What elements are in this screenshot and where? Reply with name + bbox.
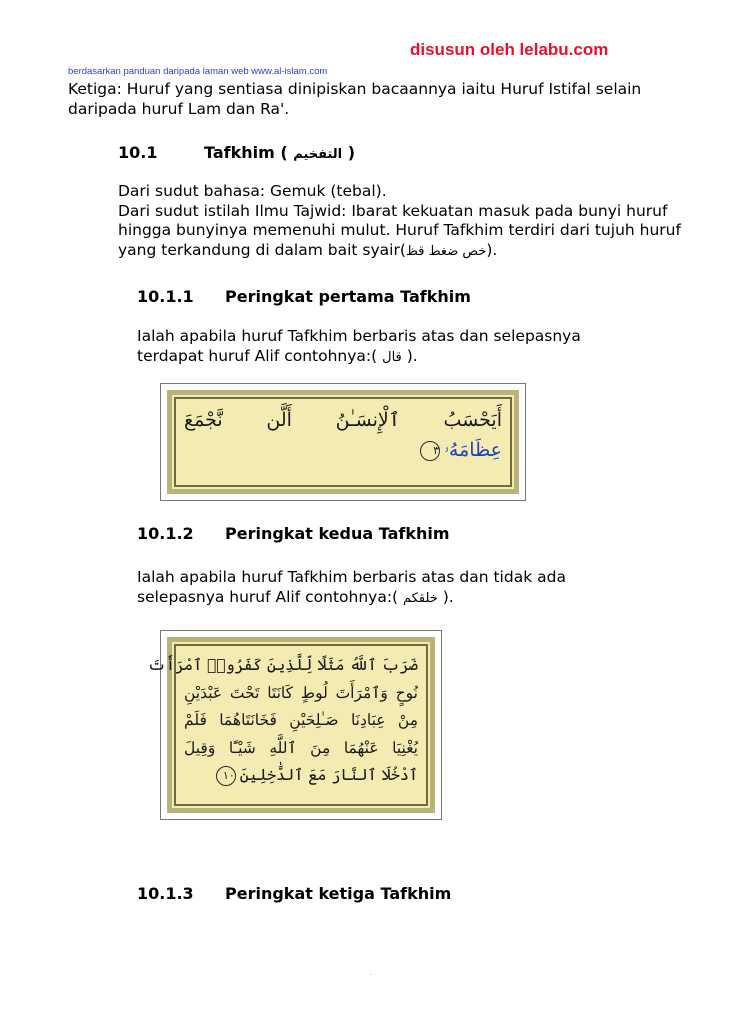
quran-line: أَيَحْسَبُ ٱلْإِنسَـٰنُ أَلَّن نَّجْمَعَ xyxy=(184,409,502,431)
arabic-example: قال xyxy=(382,349,402,365)
quran-line: عِظَامَهُۥ٣ xyxy=(184,435,502,465)
definition-istilah: Dari sudut istilah Ilmu Tajwid: Ibarat kekuatan masuk pada bunyi huruf hingga bunyinya memenuhi mulut. Huruf Tafkhim terdiri dari tujuh huruf yang terkandung di dalam bait syair(خص ضغط قظ). xyxy=(118,201,681,259)
quran-line: نُوحٍ وَٱمْرَأَتَ لُوطٍ كَانَتَا تَحْتَ عَبْدَيْنِ xyxy=(184,683,418,702)
heading-number: 10.1 xyxy=(118,143,158,162)
quran-line: ضَرَبَ ٱللَّهُ مَثَلًا لِّلَّذِينَ كَفَرُوا۟ ٱمْرَأَتَ xyxy=(147,656,418,674)
definition-bahasa: Dari sudut bahasa: Gemuk (tebal). xyxy=(118,182,387,200)
heading-10-1 xyxy=(118,143,356,162)
heading-number: 10.1.2 xyxy=(137,524,194,543)
heading-10-1-3 xyxy=(137,884,452,903)
heading-title: Peringkat kedua Tafkhim xyxy=(225,524,450,543)
arabic-term: التفخيم xyxy=(293,147,343,162)
heading-title: Peringkat ketiga Tafkhim xyxy=(225,884,452,903)
quran-verse-image xyxy=(160,383,526,501)
heading-title: Tafkhim ( التفخيم ) xyxy=(204,143,356,162)
ayah-number-mark: ٣ xyxy=(420,441,440,461)
quran-line: ٱدْخُلَا ٱلنَّارَ مَعَ ٱلدَّٰخِلِينَ١٠ xyxy=(184,762,418,790)
ayah-number-mark: ١٠ xyxy=(216,766,236,786)
heading-title: Peringkat pertama Tafkhim xyxy=(225,287,471,306)
quran-verse-frame xyxy=(167,390,519,494)
heading-10-1-1 xyxy=(137,287,471,306)
quran-verse-frame xyxy=(147,637,435,813)
heading-10-1-2 xyxy=(137,524,450,543)
heading-number: 10.1.3 xyxy=(137,884,194,903)
watermark: disusun oleh lelabu.com xyxy=(410,40,609,59)
quran-verse-image xyxy=(147,630,442,820)
quran-line: يُغْنِيَا عَنْهُمَا مِنَ ٱللَّهِ شَيْـًٔا وَقِيلَ xyxy=(184,738,418,757)
example-paragraph: Ialah apabila huruf Tafkhim berbaris atas dan tidak ada selepasnya huruf Alif contohnya:( خلقكم ). xyxy=(137,568,566,606)
quran-line: مِنْ عِبَادِنَا صَـٰلِحَيْنِ فَخَانَتَاهُمَا فَلَمْ xyxy=(184,711,418,729)
source-note: berdasarkan panduan daripada laman web www.al-islam.com xyxy=(68,66,328,77)
intro-paragraph: Ketiga: Huruf yang sentiasa dinipiskan bacaannya iaitu Huruf Istifal selain daripada huruf Lam dan Ra'. xyxy=(68,80,642,118)
arabic-letters: خص ضغط قظ xyxy=(405,243,487,259)
heading-number: 10.1.1 xyxy=(137,287,194,306)
example-paragraph: Ialah apabila huruf Tafkhim berbaris atas dan selepasnya terdapat huruf Alif contohnya:( قال ). xyxy=(137,327,581,365)
arabic-example: خلقكم xyxy=(403,590,438,606)
page-marker: . xyxy=(370,968,373,977)
definition-paragraph xyxy=(118,182,708,261)
